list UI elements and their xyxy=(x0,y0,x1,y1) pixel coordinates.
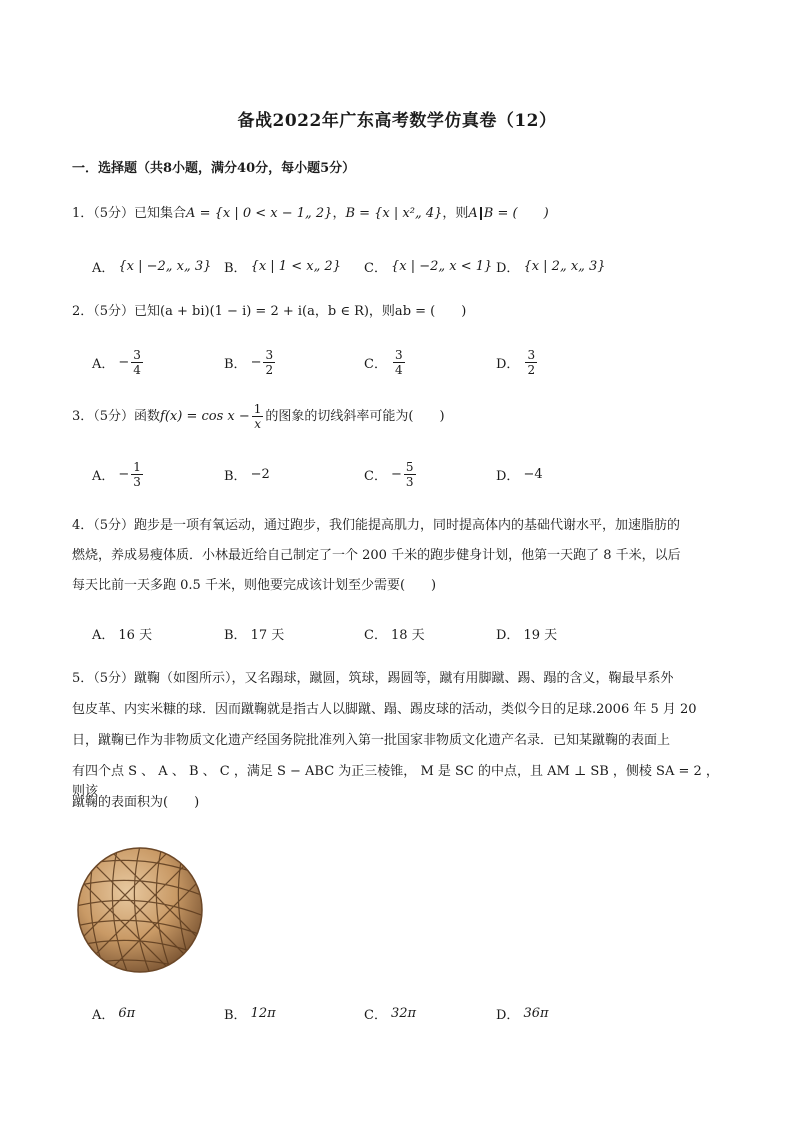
question-2-option-a[interactable] xyxy=(92,344,145,380)
question-1-set-a: A = {x | 0 < x − 1„ 2} xyxy=(186,206,333,221)
question-3-option-c[interactable] xyxy=(364,456,418,492)
option-text: 17 天 xyxy=(250,627,285,643)
intersection-symbol-icon xyxy=(480,207,482,220)
question-4-option-b[interactable] xyxy=(224,615,284,651)
option-label: D． xyxy=(496,1007,520,1023)
question-5-option-c[interactable] xyxy=(364,995,416,1031)
question-1-prefix: 1．（5分）已知集合 xyxy=(72,206,187,221)
question-5-option-a[interactable] xyxy=(92,995,135,1031)
fraction-denominator: 4 xyxy=(133,362,141,377)
question-1-tail: B = ( ) xyxy=(483,206,549,221)
question-4-options xyxy=(92,615,712,651)
question-1-option-a[interactable] xyxy=(92,248,211,284)
question-5-option-b[interactable] xyxy=(224,995,276,1031)
option-fraction xyxy=(393,348,405,377)
question-4-line-3: 每天比前一天多跑 0.5 千米，则他要完成该计划至少需要( ) xyxy=(72,578,437,593)
question-2-option-b[interactable] xyxy=(224,344,277,380)
question-3-suffix: 的图象的切线斜率可能为( ) xyxy=(265,408,445,424)
question-5-line-5: 蹴鞠的表面积为( ) xyxy=(72,795,200,810)
question-1-option-d[interactable] xyxy=(496,248,606,284)
option-label: C． xyxy=(364,260,387,276)
option-sign: − xyxy=(250,354,262,370)
option-text: 6π xyxy=(118,1005,136,1021)
option-fraction xyxy=(131,348,143,377)
option-label: A． xyxy=(92,627,115,643)
option-text: {x | −2„ x < 1} xyxy=(390,258,493,274)
question-5-line-4: 有四个点 S 、 A 、 B 、 C ，满足 S − ABC 为正三棱锥， M 是 SC 的中点，且 AM ⊥ SB ，侧棱 SA = 2 ，则该 xyxy=(72,764,719,799)
cuju-ball-image xyxy=(76,846,204,974)
question-3-option-a[interactable] xyxy=(92,456,145,492)
fraction-numerator: 3 xyxy=(394,347,403,362)
option-text: −2 xyxy=(250,466,270,482)
fraction-numerator: 5 xyxy=(405,459,414,474)
option-label: A． xyxy=(92,260,115,276)
option-label: C． xyxy=(364,468,387,484)
option-fraction xyxy=(525,348,537,377)
fraction-numerator: 3 xyxy=(133,347,141,362)
fraction-numerator: 3 xyxy=(527,347,536,362)
question-2-option-c[interactable] xyxy=(364,344,407,380)
option-label: A． xyxy=(92,1007,115,1023)
question-3-fraction xyxy=(252,402,264,431)
question-1-expr: A xyxy=(468,206,478,221)
question-3-prefix: 3．（5分）函数 xyxy=(72,408,161,424)
option-fraction xyxy=(263,348,275,377)
question-3-option-b[interactable] xyxy=(224,456,270,492)
question-5-options xyxy=(92,995,712,1031)
option-label: D． xyxy=(496,356,520,372)
question-2-options xyxy=(92,344,712,380)
option-fraction xyxy=(404,460,416,489)
option-label: A． xyxy=(92,468,115,484)
fraction-denominator: x xyxy=(254,417,261,431)
option-label: B． xyxy=(224,1007,247,1023)
option-label: A． xyxy=(92,356,115,372)
option-text: 36π xyxy=(523,1005,549,1021)
fraction-denominator: 3 xyxy=(405,474,414,489)
fraction-numerator: 1 xyxy=(133,459,141,474)
question-4-line-2: 燃烧，养成易瘦体质．小林最近给自己制定了一个 200 千米的跑步健身计划，他第一天跑了 8 千米，以后 xyxy=(72,548,681,563)
question-4-option-c[interactable] xyxy=(364,615,425,651)
question-1-sep: ， xyxy=(332,206,346,221)
question-5-option-d[interactable] xyxy=(496,995,549,1031)
question-4-line-1: 4．（5分）跑步是一项有氧运动，通过跑步，我们能提高肌力，同时提高体内的基础代谢水平，加速脂肪的 xyxy=(72,518,681,533)
question-1-option-c[interactable] xyxy=(364,248,492,284)
question-5-line-2: 包皮革、内实米糠的球．因而蹴鞠就是指古人以脚蹴、蹋、踢皮球的活动，类似今日的足球.2006 年 5 月 20 xyxy=(72,702,697,717)
question-4-option-a[interactable] xyxy=(92,615,152,651)
option-text: 19 天 xyxy=(523,627,558,643)
option-fraction xyxy=(131,460,143,489)
question-1 xyxy=(72,204,549,224)
option-text: 12π xyxy=(250,1005,276,1021)
fraction-numerator: 3 xyxy=(265,347,274,362)
option-label: D． xyxy=(496,627,520,643)
question-3-option-d[interactable] xyxy=(496,456,543,492)
fraction-denominator: 2 xyxy=(265,362,274,377)
option-text: {x | 2„ x„ 3} xyxy=(523,258,606,274)
question-2-option-d[interactable] xyxy=(496,344,539,380)
fraction-denominator: 3 xyxy=(133,474,141,489)
option-text: {x | −2„ x„ 3} xyxy=(118,258,212,274)
option-text: 18 天 xyxy=(390,627,425,643)
question-4-option-d[interactable] xyxy=(496,615,557,651)
question-3-options xyxy=(92,456,712,492)
option-text: 32π xyxy=(390,1005,417,1021)
page-title: 备战2022年广东高考数学仿真卷（12） xyxy=(237,111,557,131)
option-label: C． xyxy=(364,356,387,372)
question-3-function: f(x) = cos x − xyxy=(160,408,250,424)
option-text: −4 xyxy=(523,466,543,482)
option-label: B． xyxy=(224,468,247,484)
option-sign: − xyxy=(118,466,130,482)
section-heading: 一．选择题（共8小题，满分40分，每小题5分） xyxy=(72,161,356,176)
option-text: 16 天 xyxy=(118,627,153,643)
option-label: D． xyxy=(496,260,520,276)
option-sign: − xyxy=(390,466,402,482)
option-label: B． xyxy=(224,356,247,372)
question-1-option-b[interactable] xyxy=(224,248,341,284)
option-label: B． xyxy=(224,260,247,276)
question-1-mid: ，则 xyxy=(442,206,469,221)
option-label: D． xyxy=(496,468,520,484)
question-2: 2．（5分）已知(a + bi)(1 − i) = 2 + i(a，b ∈ R)，则ab = ( ) xyxy=(72,304,467,319)
fraction-denominator: 2 xyxy=(527,362,536,377)
fraction-denominator: 4 xyxy=(394,362,403,377)
fraction-numerator: 1 xyxy=(253,402,262,416)
option-sign: − xyxy=(118,354,130,370)
question-3 xyxy=(72,402,445,431)
question-5-line-1: 5．（5分）蹴鞠（如图所示），又名蹋球，蹴圆，筑球，踢圆等，蹴有用脚蹴、踢、蹋的含义，鞠最早系外 xyxy=(72,671,674,686)
question-5-line-3: 日，蹴鞠已作为非物质文化遗产经国务院批准列入第一批国家非物质文化遗产名录．已知某蹴鞠的表面上 xyxy=(72,733,671,748)
option-label: B． xyxy=(224,627,247,643)
option-text: {x | 1 < x„ 2} xyxy=(250,258,341,274)
option-label: C． xyxy=(364,1007,387,1023)
question-1-set-b: B = {x | x²„ 4} xyxy=(345,206,443,221)
option-label: C． xyxy=(364,627,387,643)
question-1-options xyxy=(92,248,712,284)
